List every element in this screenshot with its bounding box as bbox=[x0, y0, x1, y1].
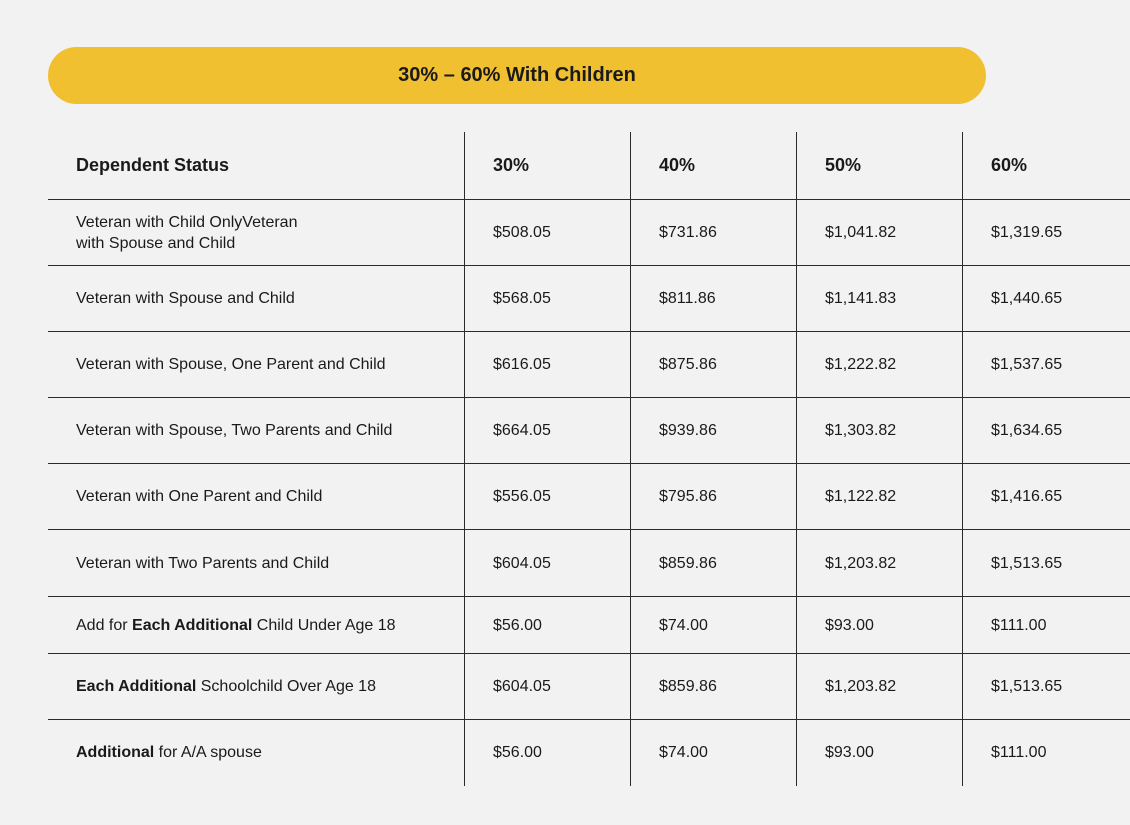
value-60-percent: $1,513.65 bbox=[963, 654, 1130, 720]
value-60-percent: $1,416.65 bbox=[963, 464, 1130, 530]
value-30-percent: $664.05 bbox=[465, 398, 631, 464]
dependent-status-cell bbox=[48, 398, 465, 464]
header-50-percent: 50% bbox=[797, 132, 963, 200]
label-text: Veteran with One Parent and Child bbox=[76, 488, 323, 505]
value-30-percent: $556.05 bbox=[465, 464, 631, 530]
dependent-status-cell bbox=[48, 464, 465, 530]
value-50-percent: $1,222.82 bbox=[797, 332, 963, 398]
value-60-percent: $1,513.65 bbox=[963, 530, 1130, 597]
label-text: Veteran with Child OnlyVeteran bbox=[76, 213, 298, 231]
header-dependent-status: Dependent Status bbox=[48, 132, 465, 200]
value-60-percent: $1,537.65 bbox=[963, 332, 1130, 398]
label-text: Schoolchild Over Age 18 bbox=[196, 678, 376, 695]
value-50-percent: $1,203.82 bbox=[797, 530, 963, 597]
value-30-percent: $604.05 bbox=[465, 654, 631, 720]
dependent-status-cell bbox=[48, 530, 465, 597]
table-row bbox=[48, 530, 1130, 597]
table-row bbox=[48, 200, 1130, 266]
value-30-percent: $508.05 bbox=[465, 200, 631, 266]
value-50-percent: $93.00 bbox=[797, 597, 963, 654]
label-text: with Spouse and Child bbox=[76, 234, 236, 252]
value-30-percent: $604.05 bbox=[465, 530, 631, 597]
value-50-percent: $1,141.83 bbox=[797, 266, 963, 332]
value-30-percent: $616.05 bbox=[465, 332, 631, 398]
value-40-percent: $731.86 bbox=[631, 200, 797, 266]
dependent-status-cell bbox=[48, 720, 465, 786]
label-text: Veteran with Spouse, Two Parents and Child bbox=[76, 422, 393, 439]
label-text: Add for bbox=[76, 616, 133, 634]
label-emphasis: Each Additional bbox=[76, 678, 197, 695]
header-row bbox=[48, 132, 1130, 200]
value-40-percent: $875.86 bbox=[631, 332, 797, 398]
value-50-percent: $1,122.82 bbox=[797, 464, 963, 530]
header-30-percent: 30% bbox=[465, 132, 631, 200]
table-row bbox=[48, 720, 1130, 786]
table-row bbox=[48, 464, 1130, 530]
dependent-status-cell bbox=[48, 597, 465, 654]
value-50-percent: $1,203.82 bbox=[797, 654, 963, 720]
value-40-percent: $74.00 bbox=[631, 720, 797, 786]
dependent-status-cell bbox=[48, 200, 465, 266]
value-40-percent: $811.86 bbox=[631, 266, 797, 332]
table-row bbox=[48, 597, 1130, 654]
value-60-percent: $1,319.65 bbox=[963, 200, 1130, 266]
value-50-percent: $93.00 bbox=[797, 720, 963, 786]
value-50-percent: $1,041.82 bbox=[797, 200, 963, 266]
label-text: Veteran with Two Parents and Child bbox=[76, 554, 330, 572]
header-60-percent: 60% bbox=[963, 132, 1130, 200]
rates-table bbox=[48, 132, 1130, 786]
value-30-percent: $56.00 bbox=[465, 720, 631, 786]
header-40-percent: 40% bbox=[631, 132, 797, 200]
value-60-percent: $111.00 bbox=[963, 720, 1130, 786]
value-60-percent: $1,634.65 bbox=[963, 398, 1130, 464]
value-40-percent: $74.00 bbox=[631, 597, 797, 654]
value-50-percent: $1,303.82 bbox=[797, 398, 963, 464]
dependent-status-cell bbox=[48, 654, 465, 720]
value-40-percent: $859.86 bbox=[631, 530, 797, 597]
label-text: for A/A spouse bbox=[154, 744, 262, 762]
dependent-status-cell bbox=[48, 332, 465, 398]
value-60-percent: $111.00 bbox=[963, 597, 1130, 654]
value-60-percent: $1,440.65 bbox=[963, 266, 1130, 332]
table-title-banner bbox=[48, 47, 986, 104]
table-row bbox=[48, 266, 1130, 332]
value-40-percent: $939.86 bbox=[631, 398, 797, 464]
value-40-percent: $859.86 bbox=[631, 654, 797, 720]
table-row bbox=[48, 332, 1130, 398]
value-40-percent: $795.86 bbox=[631, 464, 797, 530]
table-row bbox=[48, 398, 1130, 464]
dependent-status-cell bbox=[48, 266, 465, 332]
value-30-percent: $568.05 bbox=[465, 266, 631, 332]
label-text: Child Under Age 18 bbox=[252, 616, 396, 634]
label-emphasis: Each Additional bbox=[132, 616, 253, 634]
table-row bbox=[48, 654, 1130, 720]
label-text: Veteran with Spouse and Child bbox=[76, 290, 295, 307]
label-emphasis: Additional bbox=[76, 744, 155, 762]
label-text: Veteran with Spouse, One Parent and Child bbox=[76, 356, 386, 373]
table-title: 30% – 60% With Children bbox=[398, 64, 636, 86]
value-30-percent: $56.00 bbox=[465, 597, 631, 654]
